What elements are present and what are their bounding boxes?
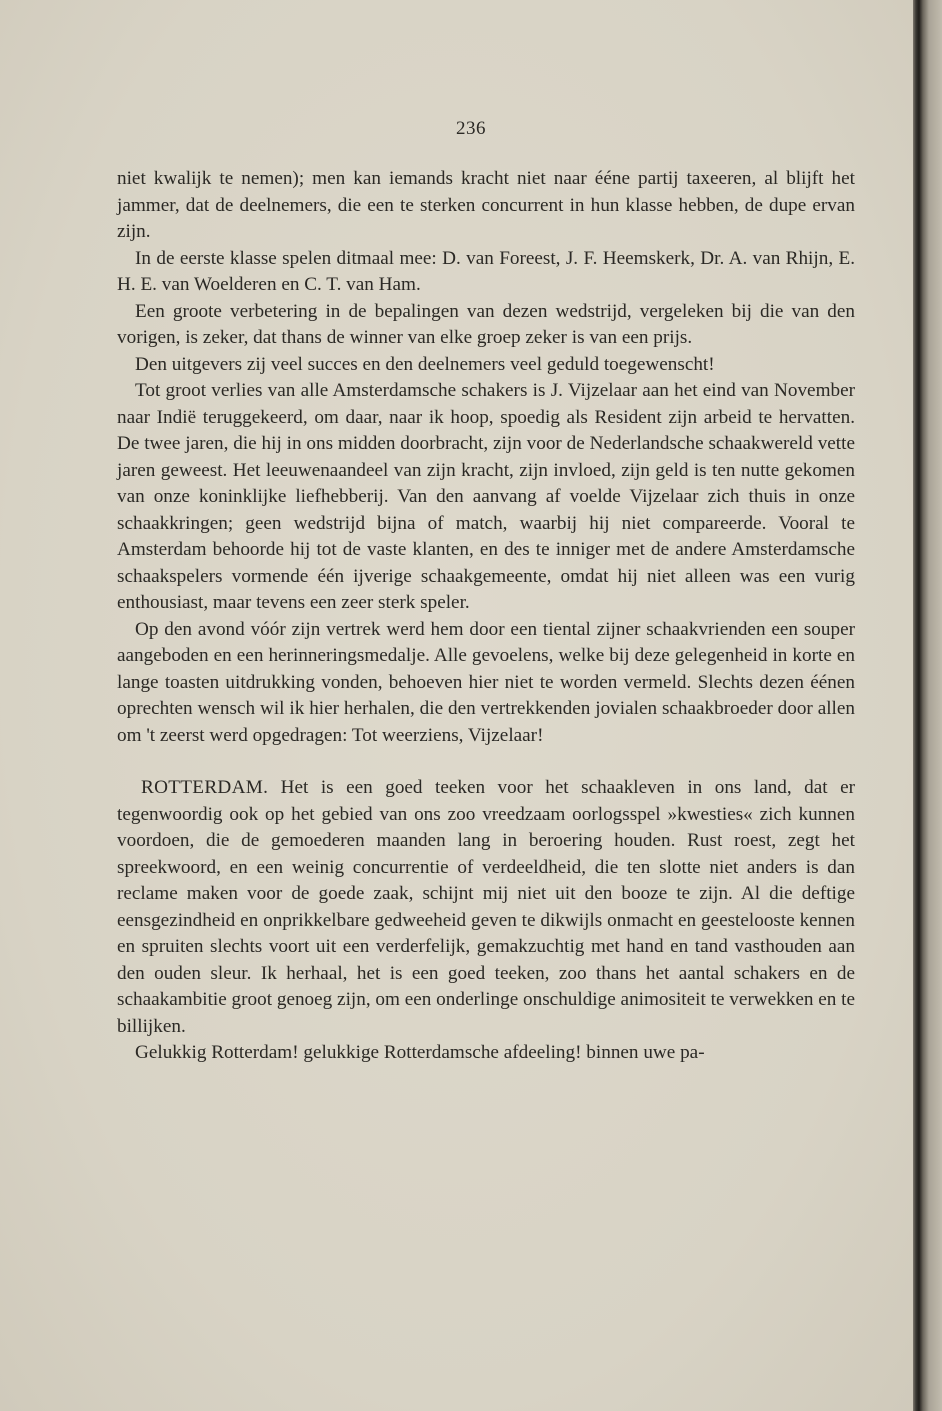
paragraph-vijzelaar: Tot groot verlies van alle Amsterdamsche schakers is J. Vijzelaar aan het eind van November naar Indië teruggekeerd, om daar, naar ik hoop, spoedig als Resident zijn arbeid te hervatten. De twee jaren, die hij in ons midden doorbracht, zijn voor de Nederlandsche schaakwereld vette jaren geweest. Het leeuwenaandeel van zijn kracht, zijn invloed, zijn geld is ten nutte gekomen van onze koninklijke liefhebberij. Van den aanvang af voelde Vijzelaar zich thuis in onze schaakkringen; geen wedstrijd bijna of match, waarbij hij niet compareerde. Vooral te Amsterdam behoorde hij tot de vaste klanten, en des te inniger met de andere Amsterdamsche schaakspelers vormende één ijverige schaakgemeente, omdat hij niet alleen was een vurig enthousiast, maar tevens een zeer sterk speler.: [117, 380, 855, 613]
section-heading-rotterdam: ROTTERDAM.: [141, 777, 269, 798]
paragraph-publishers: Den uitgevers zij veel succes en den deelnemers veel geduld toegewenscht!: [135, 353, 715, 375]
body-text: [117, 166, 855, 1067]
paragraph-first-class-players: In de eerste klasse spelen ditmaal mee: D. van Foreest, J. F. Heemskerk, Dr. A. van Rhijn, E. H. E. van Woelderen en C. T. van Ham.: [117, 247, 855, 295]
paragraph-rotterdam: [117, 775, 855, 1040]
paragraph-improvement: Een groote verbetering in de bepalingen van dezen wedstrijd, vergeleken bij die van den vorigen, is zeker, dat thans de winner van elke groep zeker is van een prijs.: [117, 300, 855, 348]
page-number: 236: [456, 118, 486, 139]
paragraph-last-line: Gelukkig Rotterdam! gelukkige Rotterdamsche afdeeling! binnen uwe pa-: [135, 1042, 705, 1063]
paragraph-farewell: Op den avond vóór zijn vertrek werd hem door een tiental zijner schaakvrienden een souper aangeboden en een herinneringsmedalje. Alle gevoelens, welke bij deze gelegenheid in korte en lange toasten uitdrukking vonden, behoeven hier niet te worden vermeld. Slechts dezen éénen oprechten wensch wil ik hier herhalen, die den vertrekkenden jovialen schaakbroeder door allen om 't zeerst werd opgedragen: Tot weerziens, Vijzelaar!: [117, 618, 855, 746]
paragraph-continuation: niet kwalijk te nemen); men kan iemands kracht niet naar ééne partij taxeeren, al blijft het jammer, dat de deelnemers, die een te sterken concurrent in hun klasse hebben, de dupe ervan zijn.: [117, 168, 855, 242]
book-spine: [913, 0, 942, 1411]
rotterdam-text: Het is een goed teeken voor het schaakleven in ons land, dat er tegenwoordig ook op het gebied van ons zoo vreedzaam oorlogsspel »kwesties« zich kunnen voordoen, die de gemoederen maanden lang in beroering houden. Rust roest, zegt het spreekwoord, en een weinig concurrentie of verdeeldheid, die ten slotte niet anders is dan reclame maken voor de goede zaak, schijnt mij niet uit den booze te zijn. Al die deftige eensgezindheid en onprikkelbare gedweeheid geven te dikwijls onmacht en geestelooste kennen en spruiten slechts voort uit een verderfelijk, gemakzuchtig met hand en tand vasthouden aan den ouden sleur. Ik herhaal, het is een goed teeken, zoo thans het aantal schakers en de schaakambitie groot genoeg zijn, om een onderlinge onschuldige animositeit te verwekken en te billijken.: [117, 777, 856, 1037]
